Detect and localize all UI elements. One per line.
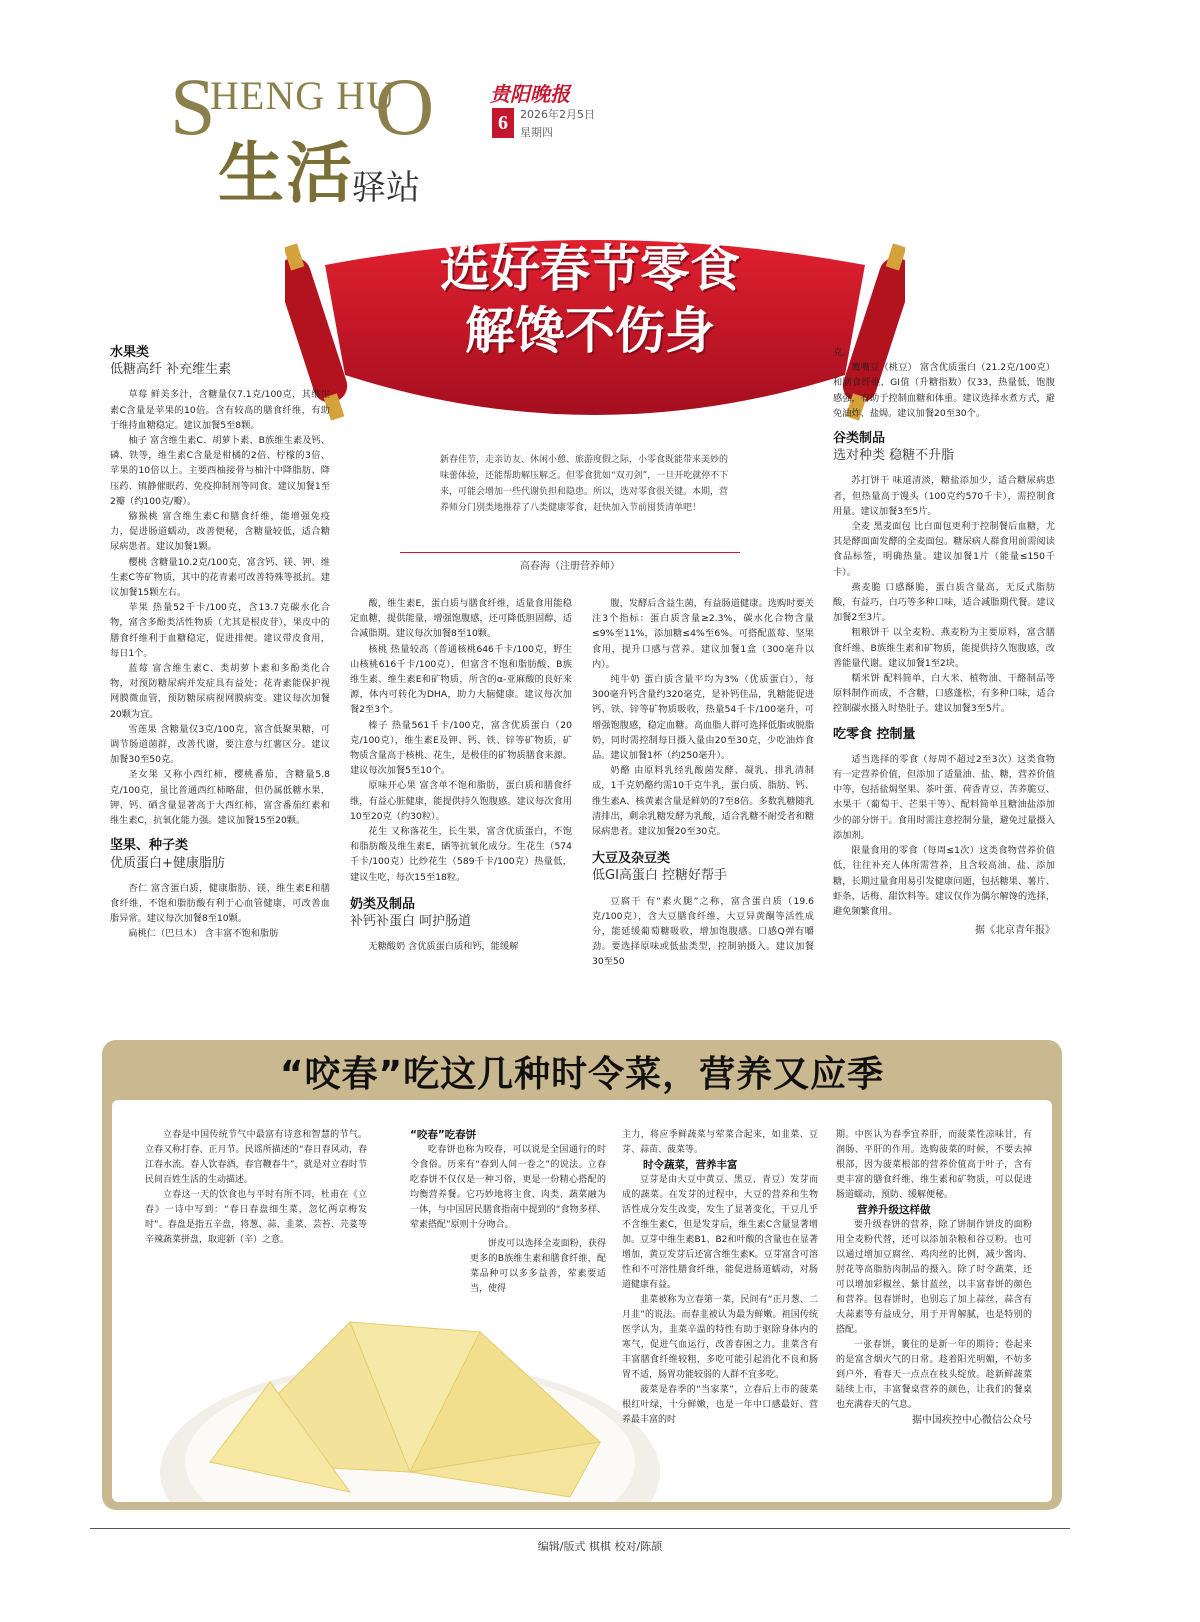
paragraph: 燕麦脆 口感酥脆，蛋白质含量高，无反式脂肪酸，有益巧，白巧等多种口味，适合减脂期代餐。建议加餐2至3片。 [833,581,1055,624]
section-heading-dairy: 奶类及制品 [350,896,416,912]
newspaper-name: 贵阳晚报 [490,82,570,106]
paragraph: 无糖酸奶 含优质蛋白质和钙，能缓解 [368,941,519,953]
paragraph: 韭菜被称为立春第一菜，民间有“正月葱、二月韭”的说法。而春韭被认为最为鲜嫩。祖国传统医学认为，韭菜辛温的特性有助于驱除身体内的寒气，促进气血运行，改善春困之力。韭菜含有丰富膳食纤维较粗，多吃可能引起消化不良和肠胃不适，肠胃功能较弱的人群不宜多吃。 [622,1295,818,1380]
page-number: 6 [492,108,514,138]
paragraph: 榛子 热量561千卡/100克，富含优质蛋白（20克/100克），维生素E及钾、钙、铁、锌等矿物质，矿物质含量高于核桃、花生，是极佳的矿物质膳食来源。建议每次加餐5至10个。 [350,719,572,777]
article-column-3 [592,596,814,970]
section-subheading-fruit: 低糖高纤 补充维生素 [110,362,232,378]
section-subheading-nuts: 优质蛋白+健康脂肪 [110,855,225,871]
paragraph: 原味开心果 富含单不饱和脂肪，蛋白质和膳食纤维，有益心脏健康，能提供持久饱腹感。建议每次食用10至20克（约30粒）。 [350,780,572,822]
paragraph: 纯牛奶 蛋白质含量平均为3%（优质蛋白），每300毫升钙含量约320毫克，是补钙佳品，乳糖能促进钙、铁、锌等矿物质吸收，热量54千卡/100毫升，可增强饱腹感，稳定血糖。高血脂人群可选择低脂或脱脂奶，同时需控制每日摄入量由20至30克，少吃油炸食品。建议加餐1杯（约250毫升）。 [592,674,814,762]
section-title-cn: 生活 [218,135,354,212]
paragraph: 克。 [833,347,852,358]
paragraph: 全麦 黑麦面包 比白面包更利于控制餐后血糖，尤其是酵面面发酵的全麦面包。糖尿病人群食用前需阅读食品标签，明确热量。建议加餐1片（能量≤150千卡）。 [833,521,1055,578]
paragraph: 蓝莓 富含维生素C、类胡萝卜素和多酚类化合物，对预防糖尿病并发症具有益处；花青素能保护视网膜微血管，预防糖尿病视网膜病变。建议每次加餐20颗为宜。 [110,663,330,720]
bottom-subheading-2: 时令蔬菜，营养丰富 [643,1159,738,1171]
editor-credit: 编辑/版式 棋棋 校对/陈颉 [537,1540,663,1553]
paragraph: 腹，发酵后含益生菌，有益肠道健康。选购时要关注3个指标：蛋白质含量≥2.3%，碳水化合物含量≤9%至11%，添加糖≤4%至6%。可搭配蓝莓、坚果食用，提升口感与营养。建议加餐1盒（300毫升以内）。 [592,598,814,670]
issue-weekday: 星期四 [520,126,553,139]
paragraph: 草莓 鲜美多汁，含糖量仅7.1克/100克，其维生素C含量是苹果的10倍。含有较高的膳食纤维，有助于维持血糖稳定。建议加餐5至8颗。 [110,389,330,431]
bottom-column-4 [836,1128,1032,1428]
masthead-o-letter: O [375,61,435,152]
article-column-2 [350,596,572,954]
section-heading-nuts: 坚果、种子类 [110,838,189,854]
section-suffix: 驿站 [352,168,420,208]
spring-pancake-image [150,1262,670,1502]
article-source: 据《北京青年报》 [975,925,1055,937]
paragraph: 猕猴桃 富含维生素C和膳食纤维，能增强免疫力，促进肠道蠕动，改善便秘，含糖量较低，适合糖尿病患者。建议加餐1颗。 [110,511,330,553]
masthead-heng-hu: HENG HU [210,73,396,118]
paragraph: 鹰嘴豆（桃豆） 富含优质蛋白（21.2克/100克）和膳食纤维，GI值（升糖指数）仅33，热量低，饱腹感强，有助于控制血糖和体重。建议选择水煮方式，避免油炸、盐焗。建议加餐20至30个。 [833,362,1055,419]
bottom-column-2 [410,1128,606,1297]
paragraph: 要升级春饼的营养，除了饼制作饼皮的面粉用全麦粉代替，还可以添加杂粮和谷豆粉。也可以通过增加豆腐丝、鸡肉丝的比例，减少酱肉、肘花等高脂肪肉制品的摄入。除了时令蔬菜，还可以增加彩椒丝、紫甘蓝丝，以丰富春饼的颜色和营养。包春饼时，也别忘了加上蒜丝，蒜含有大蒜素等有益成分，用于开胃解腻，也是特别的搭配。 [836,1220,1032,1335]
paragraph: 豆芽是由大豆中黄豆、黑豆、青豆）发芽而成的蔬菜。在发芽的过程中，大豆的营养和生物活性成分发生改变，发生了显著变化，干豆几乎不含维生素C，但是发芽后，维生素C含量显著增加。豆芽中维生素B1、B2和叶酸的含量也在显著增加，黄豆发芽后还富含维生素K。豆芽富含可溶性和不可溶性膳食纤维，能促进肠道蠕动，对肠道健康有益。 [622,1175,818,1290]
issue-date: 2026年2月5日 [520,108,595,121]
bottom-column-3 [622,1128,818,1428]
paragraph: 立春是中国传统节气中最富有诗意和智慧的节气。立春又称打春、正月节。民谣所描述的“春日春风动，春江春水流。春人饮春酒，春官鞭春牛”，就是对立春时节民间百姓生活的生动描述。 [145,1130,367,1185]
section-heading-fruit: 水果类 [110,345,150,360]
paragraph: 一张春饼，裹住的是新一年的期待；卷起来的是富含烟火气的日常。趁着阳光明媚，不妨多到户外，看春天一点点在枝头绽放。趁新鲜蔬菜陆续上市，丰富餐桌营养的颜色，让我们的餐桌也充满春天的气息。 [836,1340,1032,1410]
paragraph: 糯米饼 配料简单，白大米、植物油、干酪制品等原料制作而成，不含糖，口感蓬松，有多种口味，适合控制碳水摄入时垫肚子。建议加餐3至5片。 [833,673,1055,715]
section-subheading-dairy: 补钙补蛋白 呵护肠道 [350,914,472,930]
paragraph: 吃春饼也称为咬春，可以说是全国通行的时令食俗。历来有“春到人间一卷之”的说法。立春吃春饼不仅仅是一种习俗，更是一份精心搭配的均衡营养餐。它巧妙地将主食、肉类、蔬菜融为一体，与中国居民膳食指南中提到的“食物多样、荤素搭配”原则十分吻合。 [410,1145,606,1230]
paragraph: 立春这一天的饮食也与平时有所不同，杜甫在《立春》一诗中写到：“春日春盘细生菜，忽忆两京梅发时”。春盘是指五辛盘，将葱、蒜、韭菜、芸苔、芫荽等辛辣蔬菜拼盘，取迎新（辛）之意。 [145,1190,367,1245]
section-heading-grain: 谷类制品 [833,431,886,447]
intro-divider [400,552,740,553]
paragraph: 扁桃仁（巴旦木） 含丰富不饱和脂肪 [128,928,279,940]
headline-line-2: 解馋不伤身 [465,302,715,360]
intro-text: 新春佳节，走亲访友、休闲小憩、旅游度假之际，小零食既能带来美妙的味蕾体验，还能帮助解压解乏。但零食犹如“双刃剑”，一旦开吃就停不下来，可能会增加一些代谢负担和隐患。所以，选对零食很关键。本期，营养师分门别类地推荐了八类健康零食，赶快加入节前囤货清单吧！ [440,455,729,513]
bottom-column-1 [145,1128,367,1248]
paragraph: 期。中医认为春季宜养肝，而菠菜性凉味甘，有润肠、平肝的作用。选购菠菜的时候，不要去掉根部，因为菠菜根部的营养价值高于叶子，含有更丰富的膳食纤维、维生素和矿物质，可以促进肠道蠕动，预防、缓解便秘。 [836,1130,1032,1200]
paragraph: 粗粮饼干 以全麦粉、燕麦粉为主要原料，富含膳食纤维、B族维生素和矿物质，能提供持久饱腹感，改善能量代谢。建议加餐1至2块。 [833,627,1055,669]
paragraph: 豆腐干 有“素火腿”之称，富含蛋白质（19.6克/100克），含大豆膳食纤维，大豆异黄酮等活性成分，能延缓葡萄糖吸收，增加饱腹感。口感Q弹有嚼劲。要选择原味或低盐类型，控制钠摄入。建议加餐30至50 [592,895,814,968]
headline-line-1: 选好春节零食 [440,240,740,298]
bottom-subheading-1: “咬春”吃春饼 [410,1129,477,1141]
paragraph: 限量食用的零食（每周≤1次）这类食物营养价值低，往往补充人体所需营养，且含较高油、盐、添加糖，长期过量食用易引发健康问题，包括糖果、薯片、虾条、话梅、甜饮料等。建议仅作为偶尔解馋的选择，避免频繁食用。 [833,845,1055,917]
bottom-article-source: 据中国疾控中心微信公众号 [912,1415,1032,1426]
paragraph: 樱桃 含糖量10.2克/100克，富含钙、镁、钾、维生素C等矿物质，其中的花青素可改善特殊等抵抗。建议加餐15颗左右。 [110,556,330,599]
section-heading-beans: 大豆及杂豆类 [592,851,671,867]
paragraph: 核桃 热量较高（普通核桃646千卡/100克，野生山核桃616千卡/100克），但富含不饱和脂肪酸、B族维生素、维生素E和矿物质，所含的α-亚麻酸的良好来源，体内可转化为DHA，助力大脑健康。建议每次加餐2至3个。 [350,643,572,716]
paragraph: 酸，维生素E，蛋白质与膳食纤维，适量食用能稳定血糖，提供能量，增强饱腹感，还可降低胆固醇，适合减脂期。建议每次加餐8至10颗。 [350,598,572,640]
bottom-article-title: “咬春”吃这几种时令菜，营养又应季 [279,1054,885,1095]
paragraph: 主力，将应季鲜蔬菜与荤菜合起来，如韭菜、豆芽、蒜苗、菠菜等。 [622,1130,818,1155]
paragraph: 圣女果 又称小西红柿，樱桃番茄，含糖量5.8克/100克，虽比普通西红柿略甜，但仍属低糖水果，钾、钙、硒含量显著高于大西红柿，富含番茄红素和维生素C，抗氧化能力强。建议加餐15至20颗。 [110,769,330,827]
paragraph: 奶酪 由原料乳经乳酸菌发酵、凝乳、排乳清制成，1千克奶酪约需10千克牛乳，蛋白质、脂肪、钙、维生素A、核黄素含量是鲜奶的7至8倍。多数乳糖随乳清排出，剩余乳糖发酵为乳酸，适合乳糖不耐受者和糖尿病患者。建议加餐20至30克。 [592,765,814,838]
paragraph: 雪莲果 含糖量仅3克/100克，富含低聚果糖，可调节肠道菌群，改善代谢，要注意与红薯区分。建议加餐30至50克。 [110,723,330,766]
paragraph: 花生 又称落花生，长生果，富含优质蛋白，不饱和脂肪酸及维生素E，硒等抗氧化成分。生花生（574千卡/100克）比炒花生（589千卡/100克）热量低，建议生吃，每次15至18粒。 [350,826,572,883]
section-subheading-beans: 低GI高蛋白 控糖好帮手 [592,868,728,884]
paragraph: 饼皮可以选择全麦面粉，获得更多的B族维生素和膳食纤维，配菜品种可以多多益善，荤素要适当，使得 [470,1239,606,1294]
paragraph: 柚子 富含维生素C、胡萝卜素、B族维生素及钙、磷、铁等，维生素C含量是柑橘的2倍、柠檬的3倍、苹果的10倍以上。主要西柚接骨与柚汁中降脂肪、降压药、镇静催眠药、免疫抑制剂等同食。建议加餐1至2瓣（约100克/瓣）。 [110,435,330,507]
paragraph: 杏仁 富含蛋白质，健康脂肪、镁、维生素E和膳食纤维，不饱和脂肪酸有利于心血管健康，可改善血脂异常。建议每次加餐8至10颗。 [110,882,330,925]
paragraph: 菠菜是春季的“当家菜”，立春后上市的菠菜根红叶绿，十分鲜嫩，也是一年中口感最好、营养最丰富的时 [622,1385,818,1425]
bottom-subheading-3: 营养升级这样做 [857,1204,931,1216]
masthead-s-letter: S [170,61,216,152]
section-subheading-grain: 选对种类 稳糖不升脂 [833,448,955,464]
headline [360,238,820,362]
paragraph: 适当选择的零食（每周不超过2至3次）这类食物有一定营养价值，但添加了适量油、盐、糖，营养价值中等，包括盐焗坚果、茶叶蛋、荷香青豆、苦荞脆豆、水果干（葡萄干、芒果干等）、配料简单且糖油盐添加少的部分饼干。食用时需注意控制分量，避免过量摄入添加剂。 [833,753,1055,841]
section-heading-control: 吃零食 控制量 [833,726,916,742]
article-column-1 [110,345,330,942]
footer-divider [90,1528,1070,1529]
paragraph: 苹果 热量52千卡/100克，含13.7克碳水化合物，富含多酚类活性物质（尤其是根皮苷），果皮中的膳食纤维利于血糖稳定，促进排便。建议带皮食用，每日1个。 [110,602,330,659]
paragraph: 苏打饼干 味道清淡，糖盐添加少，适合糖尿病患者，但热量高于馒头（100克约570千卡），需控制食用量。建议加餐3至5片。 [833,475,1055,517]
author-byline: 高春海（注册营养师） [520,561,620,572]
article-column-4 [833,345,1055,938]
